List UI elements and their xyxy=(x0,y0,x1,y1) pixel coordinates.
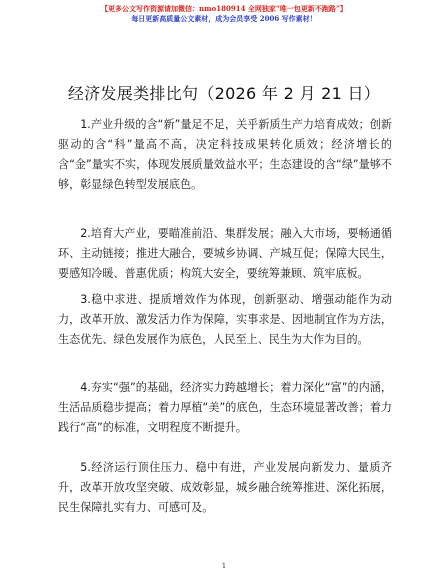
document-title: 经济发展类排比句（2026 年 2 月 21 日） xyxy=(67,84,381,103)
promo-banner-line-1: 【更多公文写作资源请加微信：nmo180914 全网独家“唯一包更新不跑路”】 xyxy=(101,4,347,13)
promo-banner-line-2: 每日更新高质量公文素材，成为会员享受 2006 写作素材！ xyxy=(131,14,317,23)
paragraph-3: 3.稳中求进、提质增效作为体现，创新驱动、增强动能作为动力，改革开放、激发活力作为保障，实事求是、因地制宜作为方法，生态优先、绿色发展作为底色，人民至上、民生为大作为目的。 xyxy=(58,293,392,346)
paragraph-4: 4.夯实“强”的基础，经济实力跨越增长；着力深化“富”的内涵，生活品质稳步提高；着力厚植“美”的底色，生态环境显著改善；着力践行“高”的标准，文明程度不断提升。 xyxy=(58,381,392,434)
paragraph-1: 1.产业升级的含“新”量足不足，关乎新质生产力培育成效；创新驱动的含“科”量高不高，决定科技成果转化质效；经济增长的含“金”量实不实，体现发展质量效益水平；生态建设的含“绿”量够不够，彰显绿色转型发展底色。 xyxy=(58,118,392,191)
page-number: 1 xyxy=(221,562,227,570)
paragraph-2: 2.培育大产业，要瞄准前沿、集群发展；融入大市场，要畅通循环、主动链接；推进大融合，要城乡协调、产城互促；保障大民生，要感知冷暖、普惠优质；构筑大安全，要统筹兼顾、筑牢底板。 xyxy=(58,227,392,280)
paragraph-5: 5.经济运行顶住压力、稳中有进，产业发展向新发力、量质齐升，改革开放攻坚突破、成效彰显，城乡融合统筹推进、深化拓展，民生保障扎实有力、可感可及。 xyxy=(58,461,392,514)
